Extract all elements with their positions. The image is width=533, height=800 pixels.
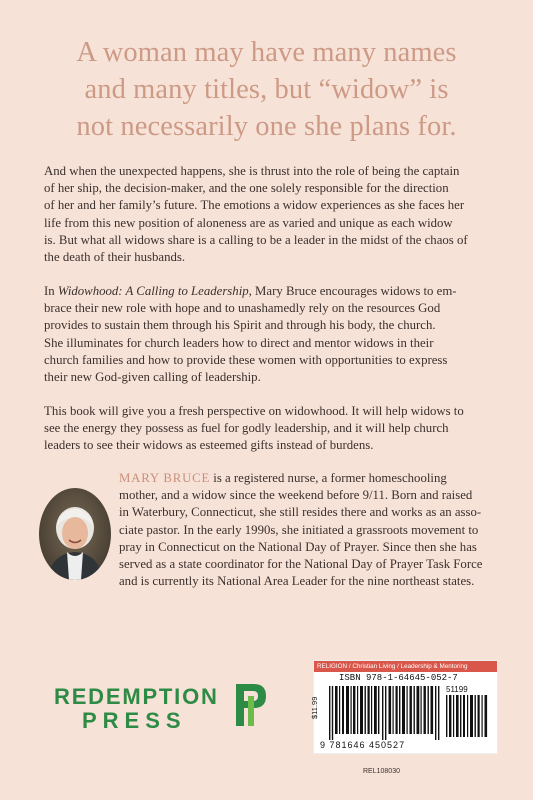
product-code: REL108030 xyxy=(363,768,400,775)
text-line: provides to sustain them through his Spirit and through his body, the church. xyxy=(44,318,436,333)
publisher-name-line1: REDEMPTION xyxy=(54,684,219,709)
headline xyxy=(24,34,509,145)
description-paragraph-3 xyxy=(44,403,490,455)
price-label: $11.99 xyxy=(310,696,319,719)
intro-text: In xyxy=(44,284,58,298)
line-rest: , Mary Bruce encourages widows to em- xyxy=(248,284,457,298)
publisher-name-line2: PRESS xyxy=(82,708,187,733)
barcode-block xyxy=(310,660,498,754)
text-line: And when the unexpected happens, she is thrust into the role of being the captain xyxy=(44,164,460,178)
text-line: mother, and a widow since the weekend before 9/11. Born and raised xyxy=(119,488,473,503)
text-line: ciate pastor. In the early 1990s, she initiated a grassroots movement to xyxy=(119,522,479,537)
text-line: leaders to see their widows as esteemed gifts instead of burdens. xyxy=(44,438,374,453)
text-line: of her ship, the decision-maker, and the one solely responsible for the direction xyxy=(44,181,449,196)
text-line: their new God-given calling of leadership. xyxy=(44,370,261,385)
addon-barcode xyxy=(446,695,490,737)
text-line: brace their new role with hope and to unashamedly rely on the resources God xyxy=(44,301,441,316)
isbn-label: ISBN 978-1-64645-052-7 xyxy=(339,673,458,683)
author-bio xyxy=(119,470,499,590)
text-line: pray in Connecticut on the National Day of Prayer. Since then she has xyxy=(119,539,477,554)
text-line: life from this new position of aloneness are as varied and unique as each widow xyxy=(44,215,453,230)
text-line: This book will give you a fresh perspective on widowhood. It will help widows to xyxy=(44,404,464,418)
headline-line: A woman may have many names xyxy=(76,37,457,68)
text-line: is. But what all widows share is a calling to be a leader in the midst of the chaos of xyxy=(44,232,468,247)
line-rest: is a registered nurse, a former homeschooling xyxy=(210,471,447,485)
ean-barcode xyxy=(329,686,441,740)
book-title: Widowhood: A Calling to Leadership xyxy=(57,284,249,298)
publisher-logo-mark-icon xyxy=(234,682,268,728)
text-line: She illuminates for church leaders how to direct and mentor widows in their xyxy=(44,335,434,350)
text-line: served as a state coordinator for the National Day of Prayer Task Force xyxy=(119,557,483,572)
text-line: church families and how to provide these women with opportunities to express xyxy=(44,352,448,367)
author-photo xyxy=(39,488,111,580)
ean-digits: 9 781646 450527 xyxy=(320,740,406,750)
author-name: MARY BRUCE xyxy=(119,471,211,485)
text-line: the death of their husbands. xyxy=(44,250,186,265)
text-line xyxy=(44,283,490,300)
text-line xyxy=(119,470,499,487)
text-line: in Waterbury, Connecticut, she still resides there and works as an asso- xyxy=(119,505,482,520)
text-line: of her and her family’s future. The emotions a widow experiences as she faces her xyxy=(44,198,465,213)
headline-line: and many titles, but “widow” is xyxy=(84,74,449,105)
description-paragraph-2 xyxy=(44,283,490,386)
category-label: RELIGION / Christian Living / Leadership & Mentoring xyxy=(314,661,497,672)
text-line: and is currently its National Area Leader for the nine northeast states. xyxy=(119,574,475,589)
publisher-logo xyxy=(54,685,219,733)
text-line: see the energy they possess as fuel for godly leadership, and it will help church xyxy=(44,421,449,436)
addon-digits: 51199 xyxy=(446,685,468,694)
description-paragraph-1 xyxy=(44,163,490,266)
headline-line: not necessarily one she plans for. xyxy=(76,111,457,142)
